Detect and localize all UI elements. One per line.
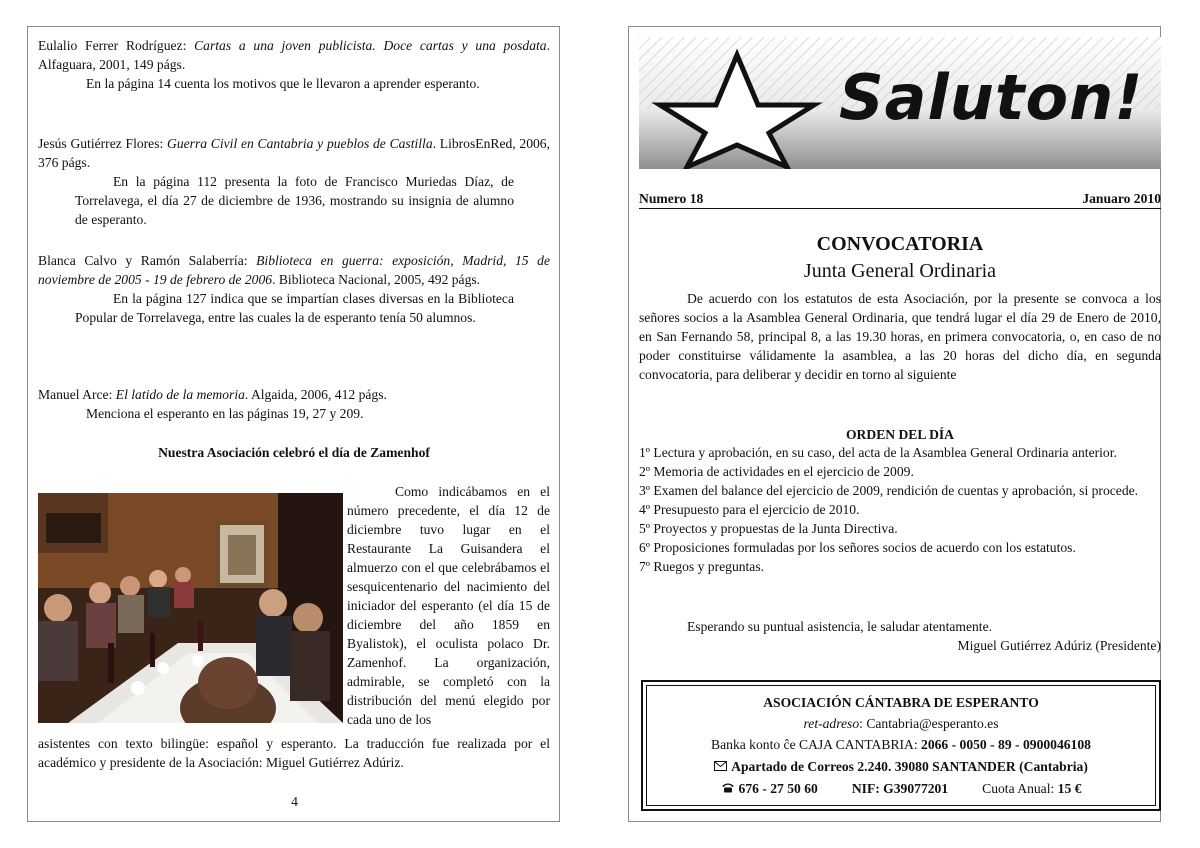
postal-address: Apartado de Correos 2.240. 39080 SANTANDER (Cantabria): [731, 759, 1088, 774]
entry-note: Menciona el esperanto en las páginas 19, 27 y 209.: [86, 406, 364, 421]
section-title: Nuestra Asociación celebró el día de Zamenhof: [158, 445, 430, 460]
entry-note: En la página 127 indica que se impartían clases diversas en la Biblioteca Popular de Torrelavega, entre las cuales la de esperanto tenía 50 alumnos.: [75, 291, 514, 325]
convocatoria-title: CONVOCATORIA: [816, 233, 984, 255]
association-bank-line: [647, 735, 1155, 754]
entry-title: Biblioteca en guerra: exposición, Madrid, 15 de noviembre de 2005 - 19 de febrero de 2006: [38, 253, 550, 287]
bibliography-entry: [38, 251, 550, 327]
article-paragraph: Como indicábamos en el número precedente, el día 12 de diciembre tuvo lugar en el Restaurante La Guisandera el almuerzo con el que celebrábamos el sesquicentenario del nacimiento del iniciador del esperanto (el día 15 de diciembre del año 1859 en Byalistok), el oculista polaco Dr. Zamenhof. La organización, admirable, se completó con la distribución del menú elegido por cada uno de los: [347, 484, 550, 727]
association-contact-line: [647, 779, 1155, 798]
convocatoria-subtitle: Junta General Ordinaria: [803, 260, 997, 282]
entry-author: Blanca Calvo y Ramón Salaberría:: [38, 253, 248, 268]
entry-citation: [38, 36, 550, 74]
left-page: [27, 26, 560, 822]
entry-citation: [38, 134, 550, 172]
phone-number: 676 - 27 50 60: [738, 781, 818, 796]
entry-citation: [38, 251, 550, 289]
association-box: [641, 680, 1161, 811]
entry-note: En la página 112 presenta la foto de Francisco Muriedas Díaz, de Torrelavega, el día 27 de diciembre de 1936, mostrando su insignia de alumno de esperanto.: [75, 174, 514, 227]
convocatoria-body: De acuerdo con los estatutos de esta Asociación, por la presente se convoca a los señores socios a la Asamblea General Ordinaria, que tendrá lugar el día 29 de Enero de 2010, en San Fernando 58, principal 8, a las 19.30 horas, en primera convocatoria, o, en caso de no poder constituirse válidamente la asamblea, a las 20 horas del dicho día, en segunda convocatoria, para deliberar y decidir en torno al siguiente: [639, 291, 1161, 382]
entry-title: El latido de la memoria: [115, 387, 245, 402]
zamenhof-dinner-photo: [38, 493, 343, 723]
signature: Miguel Gutiérrez Adúriz (Presidente): [957, 638, 1161, 653]
agenda-item: 2º Memoria de actividades en el ejercicio de 2009.: [639, 464, 914, 479]
entry-publication: . Biblioteca Nacional, 2005, 492 págs.: [272, 272, 481, 287]
bank-number: 2066 - 0050 - 89 - 0900046108: [921, 737, 1091, 752]
association-email-line: [647, 714, 1155, 733]
agenda-item: 3º Examen del balance del ejercicio de 2009, rendición de cuentas y aprobación, si procede.: [639, 483, 1139, 498]
email-separator: :: [859, 716, 867, 731]
page-number: 4: [291, 794, 298, 809]
bank-label: Banka konto ĉe CAJA CANTABRIA:: [711, 737, 922, 752]
entry-title: Guerra Civil en Cantabria y pueblos de Castilla: [167, 136, 433, 151]
bibliography-entry: [38, 385, 550, 423]
association-address-line: [647, 757, 1155, 776]
nif: NIF: G39077201: [851, 781, 949, 796]
agenda-item: 1º Lectura y aprobación, en su caso, del acta de la Asamblea General Ordinaria anterior.: [639, 445, 1117, 460]
entry-author: Jesús Gutiérrez Flores:: [38, 136, 164, 151]
right-page: [628, 26, 1161, 822]
quota-value: 15 €: [1057, 781, 1082, 796]
entry-publication: . Alfaguara, 2001, 149 págs.: [38, 38, 550, 72]
masthead-title: Saluton!: [839, 61, 1144, 134]
email-label: ret-adreso: [803, 716, 860, 731]
issue-bar: [639, 190, 1161, 209]
bibliography-entry: [38, 134, 550, 229]
entry-publication: . LibrosEnRed, 2006, 376 págs.: [38, 136, 550, 170]
telephone-icon: [721, 779, 735, 798]
entry-publication: . Algaida, 2006, 412 págs.: [244, 387, 387, 402]
agenda-item: 6º Proposiciones formuladas por los señores socios de acuerdo con los estatutos.: [639, 540, 1076, 555]
issue-number: Numero 18: [639, 191, 704, 206]
association-name: ASOCIACIÓN CÁNTABRA DE ESPERANTO: [763, 695, 1039, 710]
entry-author: Manuel Arce:: [38, 387, 113, 402]
bibliography-entry: [38, 36, 550, 93]
entry-author: Eulalio Ferrer Rodríguez:: [38, 38, 187, 53]
article-bottom-text: asistentes con texto bilingüe: español y esperanto. La traducción fue realizada por el académico y presidente de la Asociación: Miguel Gutiérrez Adúriz.: [38, 736, 550, 770]
article-side-text: [347, 482, 550, 729]
agenda-item: 7º Ruegos y preguntas.: [639, 559, 765, 574]
masthead: [639, 37, 1161, 169]
entry-title: Cartas a una joven publicista. Doce cartas y una posdata: [194, 38, 547, 53]
agenda-title: ORDEN DEL DÍA: [845, 427, 954, 442]
email-link[interactable]: Cantabria@esperanto.es: [866, 716, 999, 731]
agenda-list: [639, 443, 1161, 576]
entry-citation: [38, 385, 550, 404]
issue-date: Januaro 2010: [1082, 191, 1161, 206]
quota-label: Cuota Anual:: [982, 781, 1058, 796]
agenda-item: 5º Proyectos y propuestas de la Junta Directiva.: [639, 521, 898, 536]
entry-note: En la página 14 cuenta los motivos que le llevaron a aprender esperanto.: [86, 76, 480, 91]
closing-line: Esperando su puntual asistencia, le saludar atentamente.: [687, 619, 992, 634]
agenda-item: 4º Presupuesto para el ejercicio de 2010.: [639, 502, 860, 517]
association-box-inner: [646, 685, 1156, 806]
envelope-icon: [714, 757, 727, 776]
